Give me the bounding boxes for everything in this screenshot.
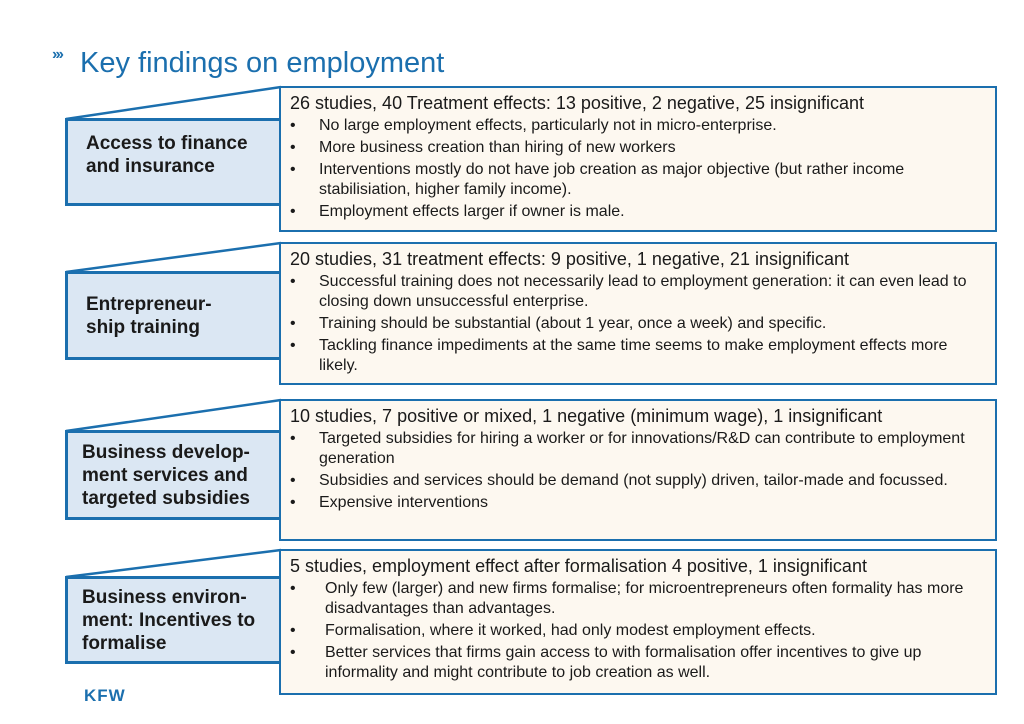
title-chevron-icon: ››› xyxy=(52,46,62,63)
finding-bullets xyxy=(290,579,987,683)
label-text: Business develop-ment services and targeted subsidies xyxy=(82,441,250,509)
bullet-item: • Better services that firms gain access to with formalisation offer incentives to give up informality and might contribute to job creation as well. xyxy=(290,643,987,683)
bullet-item: • Interventions mostly do not have job creation as major objective (but rather income stabilisiation, higher family income). xyxy=(290,160,987,200)
label-text: Access to finance and insurance xyxy=(86,133,248,177)
label-entrepreneurship-training xyxy=(65,271,282,360)
bullet-item: • Tackling finance impediments at the same time seems to make employment effects more likely. xyxy=(290,336,987,376)
finding-box-entrepreneurship-training xyxy=(279,242,997,385)
bullet-item: • No large employment effects, particularly not in micro-enterprise. xyxy=(290,116,987,136)
finding-box-business-environment xyxy=(279,549,997,695)
finding-heading: 20 studies, 31 treatment effects: 9 positive, 1 negative, 21 insignificant xyxy=(290,249,850,269)
label-access-to-finance xyxy=(65,118,282,206)
finding-bullets xyxy=(290,272,987,376)
label-business-development-services xyxy=(65,430,282,520)
finding-heading: 10 studies, 7 positive or mixed, 1 negative (minimum wage), 1 insignificant xyxy=(290,406,883,426)
finding-heading: 26 studies, 40 Treatment effects: 13 positive, 2 negative, 25 insignificant xyxy=(290,93,865,113)
bullet-item: • Expensive interventions xyxy=(290,493,987,513)
kfw-logo: KFW xyxy=(84,686,126,705)
bullet-item: • Formalisation, where it worked, had only modest employment effects. xyxy=(290,621,987,641)
finding-box-business-development-services xyxy=(279,399,997,541)
bullet-item: • Subsidies and services should be demand (not supply) driven, tailor-made and focussed. xyxy=(290,471,987,491)
bullet-item: • Only few (larger) and new firms formalise; for microentrepreneurs often formality has more disadvantages than advantages. xyxy=(290,579,987,619)
label-business-environment xyxy=(65,576,282,664)
finding-heading: 5 studies, employment effect after formalisation 4 positive, 1 insignificant xyxy=(290,556,867,576)
page-title: Key findings on employment xyxy=(80,47,445,79)
bullet-item: • Training should be substantial (about 1 year, once a week) and specific. xyxy=(290,314,987,334)
bullet-item: • Targeted subsidies for hiring a worker or for innovations/R&D can contribute to employment generation xyxy=(290,429,987,469)
label-text: Entrepreneur-ship training xyxy=(86,293,212,338)
bullet-item: • Successful training does not necessarily lead to employment generation: it can even lead to closing down unsuccessful enterprise. xyxy=(290,272,987,312)
bullet-item: • More business creation than hiring of new workers xyxy=(290,138,987,158)
finding-box-access-to-finance xyxy=(279,86,997,232)
finding-bullets xyxy=(290,429,987,513)
bullet-item: • Employment effects larger if owner is male. xyxy=(290,202,987,222)
finding-bullets xyxy=(290,116,987,222)
label-text: Business environ-ment: Incentives to formalise xyxy=(82,586,256,654)
